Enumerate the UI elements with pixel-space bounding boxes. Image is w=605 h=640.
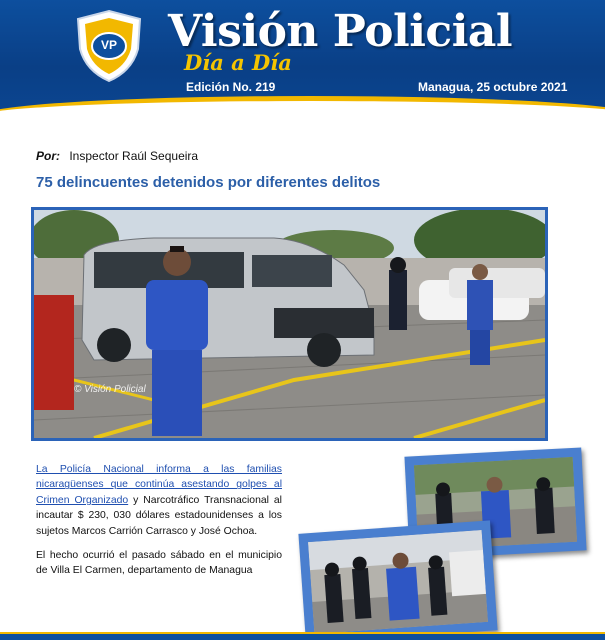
lead-link[interactable]: La Policía Nacional informa a las familias nicaragüenses que continúa asestando golpes al Crimen Organizado	[36, 464, 282, 506]
article-paragraph-2: El hecho ocurrió el pasado sábado en el municipio de Villa El Carmen, departamento de Managua	[36, 550, 282, 577]
publication-subtitle: Día a Día	[184, 50, 292, 75]
main-photo	[31, 207, 548, 441]
byline-prefix: Por:	[36, 149, 60, 163]
publication-title: Visión Policial	[168, 6, 513, 57]
photo-watermark: © Visión Policial	[74, 384, 146, 395]
author-name: Inspector Raúl Sequeira	[69, 149, 199, 163]
edition-number: Edición No. 219	[186, 80, 276, 94]
thumbnail-scene-2	[308, 530, 488, 634]
logo-text: VP	[100, 38, 117, 52]
article-paragraph-1	[36, 462, 282, 539]
article-body	[36, 462, 282, 588]
dateline: Managua, 25 octubre 2021	[418, 80, 568, 94]
thumbnail-photo-2	[298, 520, 497, 640]
article-headline: 75 delincuentes detenidos por diferentes delitos	[36, 174, 381, 191]
byline	[36, 149, 198, 163]
footer-bar	[0, 632, 605, 640]
main-photo-scene	[34, 210, 545, 438]
masthead	[0, 0, 605, 112]
header-divider	[0, 96, 605, 112]
paragraph-1-text: y Narcotráfico Transnacional al incautar $ 230, 030 dólares estadounidenses a los sujetos Marcos Carrión Carrasco y José Ochoa.	[36, 494, 282, 537]
